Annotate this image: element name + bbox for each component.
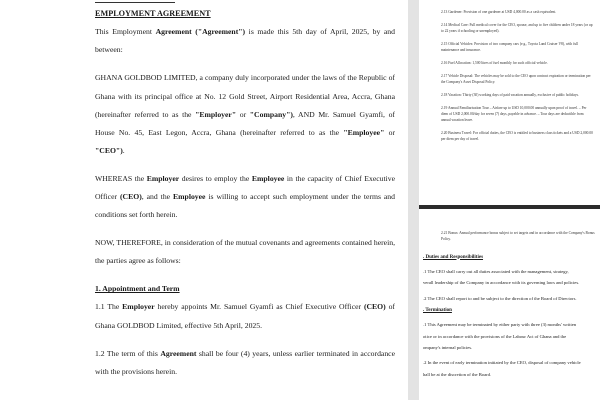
now-therefore-paragraph: NOW, THEREFORE, in consideration of the mutual covenants and agreements contained herein, the parties agree as follows: [95,238,395,266]
right-lower-section [419,230,600,384]
page-break-divider [419,205,600,209]
termination-4-2: .2 In the event of early termination initiated by the CEO, disposal of company vehicle hall be at the discretion of the Board. [423,360,581,377]
termination-4-1: .1 This Agreement may be terminated by either party with three (3) months' written otice or in accordance with the provisions of the Labour Act of Ghana and the ompany's internal policies. [423,322,577,350]
section-appointment-heading: 1. Appointment and Term [95,284,180,294]
document-title: EMPLOYMENT AGREEMENT [95,9,211,18]
clause-2-13: 2.13 Gardener: Provision of one gardener at USD 4,000.00 as a cash equivalent. [441,10,557,14]
duties-heading: . Duties and Responsibilities [423,254,484,260]
page-gutter [408,0,419,400]
clause-2-20: 2.20 Business Travel: For official duties, the CEO is entitled to business class tickets and a USD 2,000.00 per diem per day of travel. [441,130,593,142]
agreement-body [95,0,395,391]
termination-heading: . Termination [423,308,452,314]
clause-2-21: 2.21 Bonus: Annual performance bonus subject to set targets and in accordance with the Company's Bonus Policy. [441,231,595,242]
clause-2-14: 2.14 Medical Care: Full medical cover for the CEO, spouse, and up to five children under 18 years (or up to 22 years if schooling or unemployed). [441,22,593,34]
clause-1-1: 1.1 The Employer hereby appoints Mr. Samuel Gyamfi as Chief Executive Officer (CEO) of Ghana GOLDBOD Limited, effective 5th April, 2025. [95,302,395,330]
clause-2-18: 2.18 Vacation: Thirty (30) working days of paid vacation annually, exclusive of public holidays. [441,92,579,97]
top-rule [95,2,175,3]
duties-3-2: .2 The CEO shall report to and be subject to the direction of the Board of Directors. [423,295,577,301]
document-page-right [419,0,600,400]
parties-paragraph: GHANA GOLDBOD LIMITED, a company duly incorporated under the laws of the Republic of Ghana with its principal office at No. 12 Gold Street, Airport Residential Area, Accra, Ghana (hereinafter referred to as the "Employer" or "Company"), AND Mr. Samuel Gyamfi, of House No. 45, East Legon, Accra, Ghana (hereinafter referred to as the "Employee" or "CEO"). [95,73,396,155]
clause-2-17: 2.17 Vehicle Disposal: The vehicles may be sold to the CEO upon contract expiration or termination per the Company's Asset Disposal Policy. [441,73,591,84]
clause-2-16: 2.16 Fuel Allocation: 1,500 litres of fuel monthly for such official vehicle. [441,60,548,65]
clause-2-19: 2.19 Annual Familiarisation Tour – Airfare up to USD 10,000.00 annually upon proof of travel. – Per diem of USD 2,000.00/day for seven (7) days, payable in advance. – Tour days are deductible from annual vacation leave. [441,105,587,123]
intro-paragraph: This Employment Agreement ("Agreement") is made this 5th day of April, 2025, by and between: [95,27,395,55]
clause-2-15: 2.15 Official Vehicles: Provision of two company cars (e.g., Toyota Land Cruiser V8), with full maintenance and insurance. [441,41,579,53]
clause-1-2: 1.2 The term of this Agreement shall be four (4) years, unless earlier terminated in accordance with the provisions herein. [95,348,395,376]
duties-3-1: .1 The CEO shall carry out all duties associated with the management, strategy, verall leadership of the Company in accordance with its governing laws and policies. [423,268,580,286]
whereas-paragraph: WHEREAS the Employer desires to employ the Employee in the capacity of Chief Executive Officer (CEO), and the Employee is willing to accept such employment under the terms and conditions set forth herein. [95,173,396,220]
benefit-clauses [419,0,600,149]
